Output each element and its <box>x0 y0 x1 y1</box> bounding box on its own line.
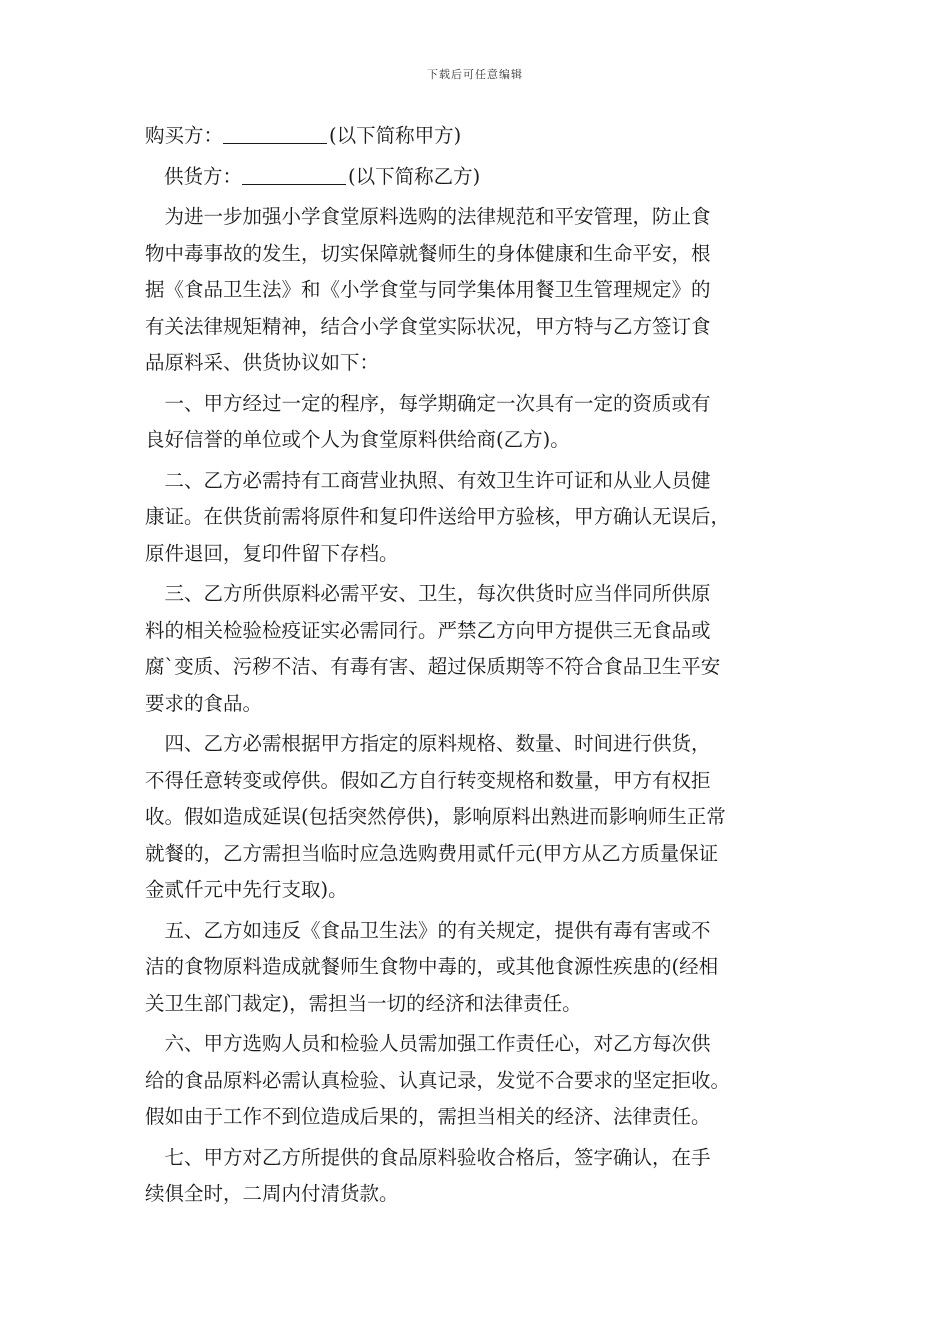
paragraph-line: 六、甲方选购人员和检验人员需加强工作责任心，对乙方每次供 <box>145 1032 711 1055</box>
paragraph-line: 五、乙方如违反《食品卫生法》的有关规定，提供有毒有害或不 <box>145 918 711 942</box>
paragraph-line: 续俱全时，二周内付清货款。 <box>145 1182 399 1205</box>
supplier-blank-field[interactable] <box>242 162 346 185</box>
contract-body <box>145 118 813 1217</box>
paragraph-line: 二、乙方必需持有工商营业执照、有效卫生许可证和从业人员健 <box>145 468 711 492</box>
paragraph-line: 为进一步加强小学食堂原料选购的法律规范和平安管理，防止食 <box>145 205 711 228</box>
paragraph-line: 有关法律规矩精神，结合小学食堂实际状况，甲方特与乙方签订食 <box>145 314 711 338</box>
paragraph-line: 要求的食品。 <box>145 691 263 715</box>
paragraph-line: 洁的食物原料造成就餐师生食物中毒的，或其他食源性疾患的(经相 <box>145 955 719 978</box>
clause-paragraph <box>145 726 813 909</box>
buyer-label: 购买方： <box>145 124 224 147</box>
clause-paragraph <box>145 913 813 1023</box>
paragraph-line: 料的相关检验检疫证实必需同行。严禁乙方向甲方提供三无食品或 <box>145 618 711 642</box>
paragraph-line: 关卫生部门裁定)，需担当一切的经济和法律责任。 <box>145 991 582 1015</box>
paragraph-line: 不得任意转变或停供。假如乙方自行转变规格和数量，甲方有权拒 <box>145 768 711 792</box>
paragraph-line: 收。假如造成延误(包括突然停供)，影响原料出熟进而影响师生正常 <box>145 805 726 828</box>
clause-paragraph <box>145 199 813 382</box>
clause-paragraph <box>145 1026 813 1136</box>
paragraph-line: 据《食品卫生法》和《小学食堂与同学集体用餐卫生管理规定》的 <box>145 278 711 301</box>
clause-paragraph <box>145 576 813 722</box>
paragraph-line: 原件退回，复印件留下存档。 <box>145 541 399 565</box>
paragraph-line: 金贰仟元中先行支取)。 <box>145 878 348 901</box>
paragraph-line: 良好信誉的单位或个人为食堂原料供给商(乙方)。 <box>145 428 570 451</box>
paragraph-line: 给的食品原料必需认真检验、认真记录，发觉不合要求的坚定拒收。 <box>145 1068 731 1092</box>
paragraph-line: 物中毒事故的发生，切实保障就餐师生的身体健康和生命平安，根 <box>145 241 711 265</box>
paragraph-line: 就餐的，乙方需担当临时应急选购费用贰仟元(甲方从乙方质量保证 <box>145 841 719 865</box>
paragraphs-container <box>145 199 813 1217</box>
paragraph-line: 假如由于工作不到位造成后果的，需担当相关的经济、法律责任。 <box>145 1105 711 1128</box>
supplier-label: 供货方： <box>164 164 243 188</box>
buyer-line <box>145 118 813 155</box>
page-header-note: 下载后可任意编辑 <box>427 68 523 81</box>
paragraph-line: 七、甲方对乙方所提供的食品原料验收合格后，签字确认，在手 <box>145 1145 711 1169</box>
supplier-suffix: (以下简称乙方) <box>348 164 481 188</box>
paragraph-line: 腐`变质、污秽不洁、有毒有害、超过保质期等不符合食品卫生平安 <box>145 655 721 678</box>
buyer-suffix: (以下简称甲方) <box>329 124 462 147</box>
clause-paragraph <box>145 1140 813 1213</box>
paragraph-line: 四、乙方必需根据甲方指定的原料规格、数量、时间进行供货， <box>145 732 711 755</box>
paragraph-line: 一、甲方经过一定的程序，每学期确定一次具有一定的资质或有 <box>145 391 711 415</box>
paragraph-line: 三、乙方所供原料必需平安、卫生，每次供货时应当伴同所供原 <box>145 582 711 605</box>
buyer-blank-field[interactable] <box>223 121 327 144</box>
paragraph-line: 品原料采、供货协议如下： <box>145 351 380 374</box>
clause-paragraph <box>145 463 813 573</box>
paragraph-line: 康证。在供货前需将原件和复印件送给甲方验核，甲方确认无误后， <box>145 505 731 528</box>
clause-paragraph <box>145 386 813 459</box>
supplier-line <box>145 159 813 196</box>
